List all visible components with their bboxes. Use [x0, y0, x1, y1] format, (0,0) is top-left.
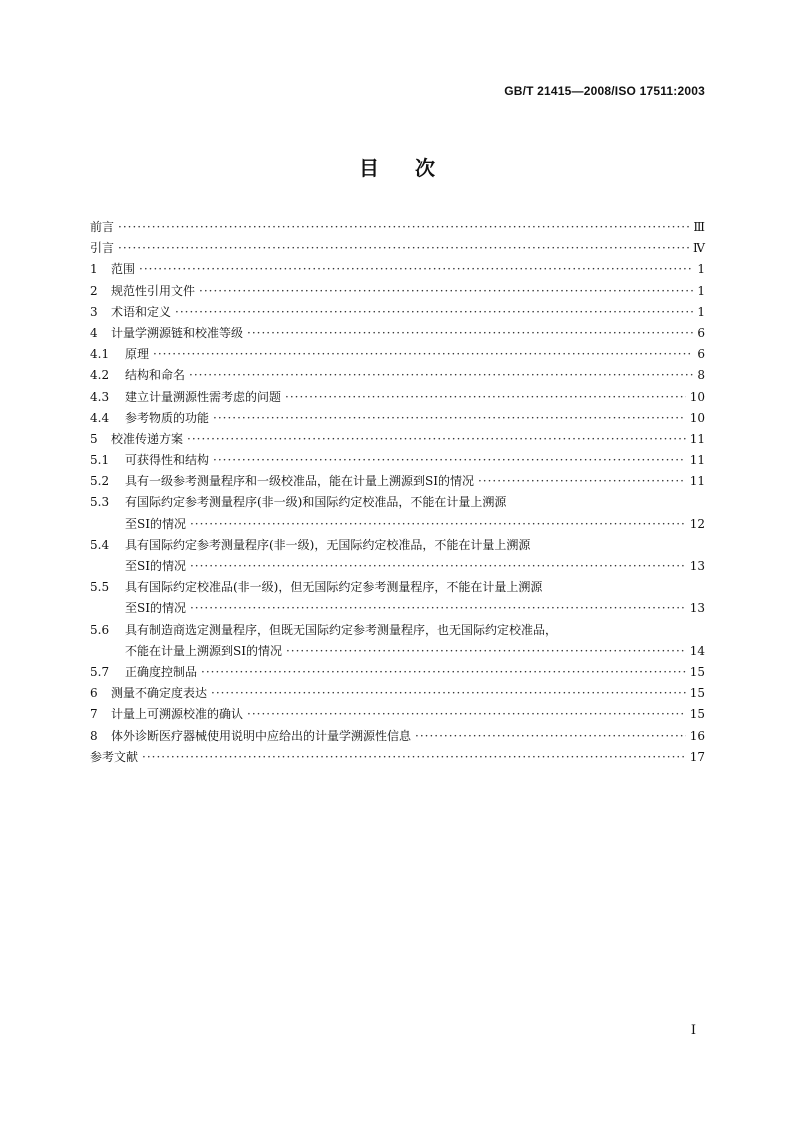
toc-dot-leader	[142, 747, 686, 768]
toc-entry-page: 1	[697, 262, 705, 277]
toc-entry[interactable]	[90, 259, 705, 280]
toc-dot-leader	[199, 281, 693, 302]
toc-entry-page: 6	[697, 347, 705, 362]
toc-entry-number: 5.7	[90, 664, 110, 679]
toc-entry-title: 具有国际约定校准品(非一级)，但无国际约定参考测量程序，不能在计量上溯源	[125, 580, 543, 595]
toc-entry-number: 2	[90, 283, 98, 298]
toc-entry-page: Ⅲ	[693, 220, 705, 234]
toc-entry-number: 4.1	[90, 347, 110, 362]
toc-entry-number: 5.3	[90, 495, 110, 510]
toc-entry-page: 11	[689, 474, 705, 489]
toc-entry-title: 具有一级参考测量程序和一级校准品，能在计量上溯源到SI的情况	[125, 474, 474, 489]
toc-entry-number: 7	[90, 707, 98, 722]
toc-dot-leader	[213, 408, 686, 429]
toc-entry-title: 原理	[125, 347, 150, 362]
toc-entry-title-continued: 至SI的情况	[125, 516, 186, 531]
toc-entry-title: 参考文献	[90, 749, 139, 764]
toc-dot-leader	[478, 471, 686, 492]
toc-entry-number: 5.1	[90, 453, 110, 468]
toc-entry-number: 1	[90, 262, 98, 277]
toc-dot-leader	[118, 238, 689, 259]
page-title: 目次	[359, 156, 471, 180]
toc-dot-leader	[201, 662, 686, 683]
toc-dot-leader	[211, 683, 686, 704]
toc-entry[interactable]	[90, 535, 705, 556]
toc-entry[interactable]	[90, 302, 705, 323]
toc-entry[interactable]	[90, 387, 705, 408]
toc-entry-title: 正确度控制品	[125, 664, 198, 679]
toc-entry-page: 11	[689, 431, 705, 446]
toc-dot-leader	[415, 726, 686, 747]
toc-entry[interactable]	[90, 620, 705, 641]
toc-entry-title: 引言	[90, 241, 115, 256]
toc-entry-title: 具有制造商选定测量程序，但既无国际约定参考测量程序，也无国际约定校准品，	[125, 622, 558, 637]
toc-entry-title-continued: 至SI的情况	[125, 601, 186, 616]
toc-dot-leader	[247, 704, 686, 725]
toc-entry-page: 10	[689, 410, 705, 425]
toc-dot-leader	[247, 323, 693, 344]
toc-entry-page: 13	[689, 601, 705, 616]
toc-entry-page: 1	[697, 283, 705, 298]
toc-dot-leader	[153, 344, 693, 365]
toc-entry-title: 结构和命名	[125, 368, 186, 383]
toc-entry[interactable]	[90, 344, 705, 365]
page-number: Ⅰ	[690, 1023, 696, 1038]
toc-dot-leader	[286, 641, 686, 662]
toc-entry-title: 体外诊断医疗器械使用说明中应给出的计量学溯源性信息	[111, 728, 412, 743]
toc-entry-title: 具有国际约定参考测量程序(非一级)，无国际约定校准品，不能在计量上溯源	[125, 537, 531, 552]
toc-entry-title: 可获得性和结构	[125, 453, 210, 468]
toc-entry-page: 15	[689, 707, 705, 722]
toc-entry[interactable]	[90, 408, 705, 429]
toc-dot-leader	[190, 514, 686, 535]
toc-entry-page: 15	[689, 686, 705, 701]
toc-entry[interactable]	[90, 683, 705, 704]
toc-entry[interactable]	[90, 429, 705, 450]
toc-entry-number: 5.4	[90, 537, 110, 552]
toc-entry-number: 4	[90, 325, 98, 340]
toc-entry-title: 规范性引用文件	[111, 283, 196, 298]
toc-entry[interactable]	[90, 217, 705, 238]
toc-entry-number: 5.5	[90, 580, 110, 595]
toc-entry-page: 17	[689, 749, 705, 764]
toc-entry-number: 4.3	[90, 389, 110, 404]
toc-entry-continuation[interactable]	[90, 641, 705, 662]
toc-entry-page: 10	[689, 389, 705, 404]
toc-dot-leader	[139, 259, 693, 280]
toc-entry-title: 有国际约定参考测量程序(非一级)和国际约定校准品，不能在计量上溯源	[125, 495, 507, 510]
toc-entry[interactable]	[90, 450, 705, 471]
toc-entry-title: 前言	[90, 220, 115, 234]
toc-entry-number: 8	[90, 728, 98, 743]
toc-entry-page: 1	[697, 304, 705, 319]
table-of-contents	[90, 217, 705, 768]
toc-dot-leader	[190, 556, 686, 577]
toc-entry[interactable]	[90, 238, 705, 259]
toc-entry-number: 6	[90, 686, 98, 701]
toc-entry-page: 6	[697, 325, 705, 340]
toc-entry-number: 5	[90, 431, 98, 446]
toc-entry-continuation[interactable]	[90, 556, 705, 577]
toc-dot-leader	[213, 450, 686, 471]
toc-entry-title-continued: 至SI的情况	[125, 559, 186, 573]
toc-entry[interactable]	[90, 281, 705, 302]
toc-entry-continuation[interactable]	[90, 514, 705, 535]
toc-entry-page: 14	[689, 643, 705, 658]
toc-entry-title-continued: 不能在计量上溯源到SI的情况	[125, 643, 282, 658]
toc-entry-title: 计量上可溯源校准的确认	[111, 707, 244, 722]
toc-entry-number: 4.2	[90, 368, 110, 383]
toc-entry-number: 5.6	[90, 622, 110, 637]
toc-entry[interactable]	[90, 747, 705, 768]
toc-entry[interactable]	[90, 726, 705, 747]
toc-entry-title: 计量学溯源链和校准等级	[111, 325, 244, 340]
toc-entry-title: 范围	[111, 262, 136, 277]
toc-entry-title: 建立计量溯源性需考虑的问题	[125, 389, 282, 404]
toc-entry[interactable]	[90, 577, 705, 598]
toc-entry-title: 校准传递方案	[111, 431, 184, 446]
toc-dot-leader	[118, 217, 689, 238]
toc-dot-leader	[190, 598, 686, 619]
toc-entry[interactable]	[90, 662, 705, 683]
toc-entry-page: 13	[689, 559, 705, 573]
toc-dot-leader	[175, 302, 693, 323]
toc-entry-number: 3	[90, 304, 98, 319]
toc-entry-page: 15	[689, 664, 705, 679]
toc-entry[interactable]	[90, 365, 705, 386]
toc-entry-title: 术语和定义	[111, 304, 172, 319]
toc-entry-number: 5.2	[90, 474, 110, 489]
toc-entry[interactable]	[90, 323, 705, 344]
toc-dot-leader	[187, 429, 686, 450]
toc-entry-page: 16	[689, 728, 705, 743]
toc-entry-page: Ⅳ	[693, 241, 705, 256]
toc-entry-page: 12	[689, 516, 705, 531]
toc-entry-title: 测量不确定度表达	[111, 686, 208, 701]
toc-entry-continuation[interactable]	[90, 598, 705, 619]
toc-entry-page: 8	[697, 368, 705, 383]
standard-code: GB/T 21415—2008/ISO 17511:2003	[504, 84, 705, 98]
toc-entry[interactable]	[90, 704, 705, 725]
toc-entry-page: 11	[689, 453, 705, 468]
toc-dot-leader	[189, 365, 693, 386]
toc-entry-number: 4.4	[90, 410, 110, 425]
toc-entry[interactable]	[90, 471, 705, 492]
toc-dot-leader	[285, 387, 686, 408]
toc-entry[interactable]	[90, 492, 705, 513]
toc-entry-title: 参考物质的功能	[125, 410, 210, 425]
